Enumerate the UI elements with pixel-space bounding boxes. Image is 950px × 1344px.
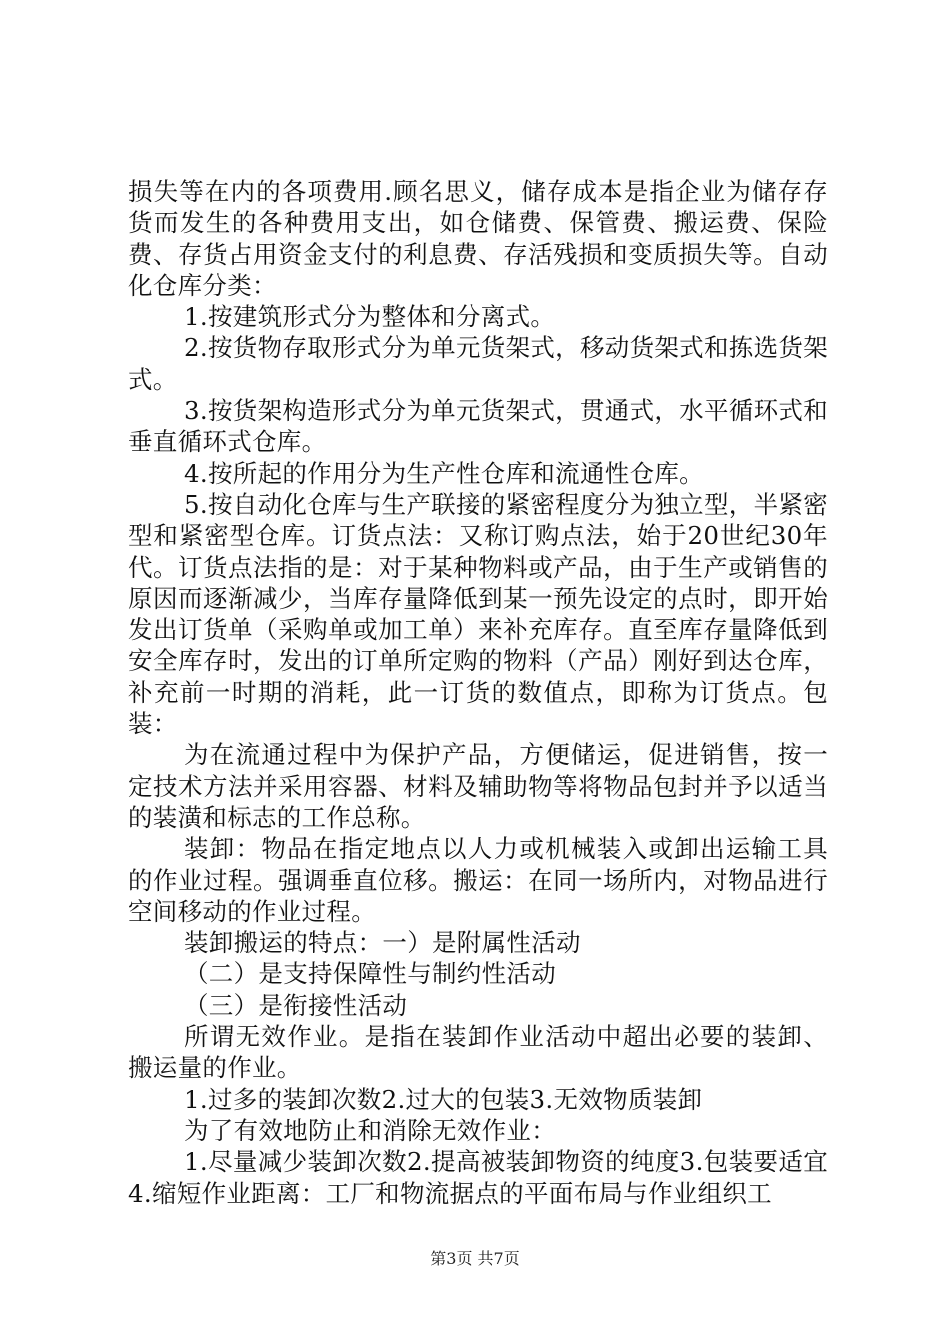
document-body	[128, 176, 828, 1209]
paragraph-prevention-measures: 1.尽量减少装卸次数2.提高被装卸物资的纯度3.包装要适宜4.缩短作业距离：工厂和物流据点的平面布局与作业组织工	[128, 1147, 828, 1208]
paragraph-classification-5: 5.按自动化仓库与生产联接的紧密程度分为独立型，半紧密型和紧密型仓库。订货点法：又称订购点法，始于20世纪30年代。订货点法指的是：对于某种物料或产品，由于生产或销售的原因而逐渐减少，当库存量降低到某一预先设定的点时，即开始发出订货单（采购单或加工单）来补充库存。直至库存量降低到安全库存时，发出的订单所定购的物料（产品）刚好到达仓库，补充前一时期的消耗，此一订货的数值点，即称为订货点。包装：	[128, 489, 828, 739]
page-footer	[0, 1246, 950, 1269]
paragraph-feature-3: （三）是衔接性活动	[184, 990, 408, 1020]
paragraph-prevention-intro: 为了有效地防止和消除无效作业：	[184, 1115, 556, 1145]
paragraph-packaging-definition: 为在流通过程中为保护产品，方便储运，促进销售，按一定技术方法并采用容器、材料及辅助物等将物品包封并予以适当的装潢和标志的工作总称。	[128, 740, 828, 832]
paragraph-invalid-causes: 1.过多的装卸次数2.过大的包装3.无效物质装卸	[184, 1084, 703, 1114]
paragraph-feature-2: （二）是支持保障性与制约性活动	[184, 959, 556, 989]
paragraph-classification-4: 4.按所起的作用分为生产性仓库和流通性仓库。	[184, 458, 704, 488]
paragraph-loading-definition: 装卸：物品在指定地点以人力或机械装入或卸出运输工具的作业过程。强调垂直位移。搬运：在同一场所内，对物品进行空间移动的作业过程。	[128, 834, 828, 926]
paragraph-invalid-work: 所谓无效作业。是指在装卸作业活动中超出必要的装卸、搬运量的作业。	[128, 1022, 828, 1083]
paragraph-classification-3: 3.按货架构造形式分为单元货架式，贯通式，水平循环式和垂直循环式仓库。	[128, 396, 828, 457]
paragraph-classification-1: 1.按建筑形式分为整体和分离式。	[184, 302, 556, 332]
page-number: 第3页 共7页	[430, 1249, 520, 1268]
paragraph-storage-cost: 损失等在内的各项费用.顾名思义，储存成本是指企业为储存存货而发生的各种费用支出，如仓储费、保管费、搬运费、保险费、存货占用资金支付的利息费、存活残损和变质损失等。自动化仓库分类：	[128, 177, 828, 300]
paragraph-classification-2: 2.按货物存取形式分为单元货架式，移动货架式和拣选货架式。	[128, 333, 828, 394]
paragraph-loading-features: 装卸搬运的特点：一）是附属性活动	[184, 928, 581, 958]
